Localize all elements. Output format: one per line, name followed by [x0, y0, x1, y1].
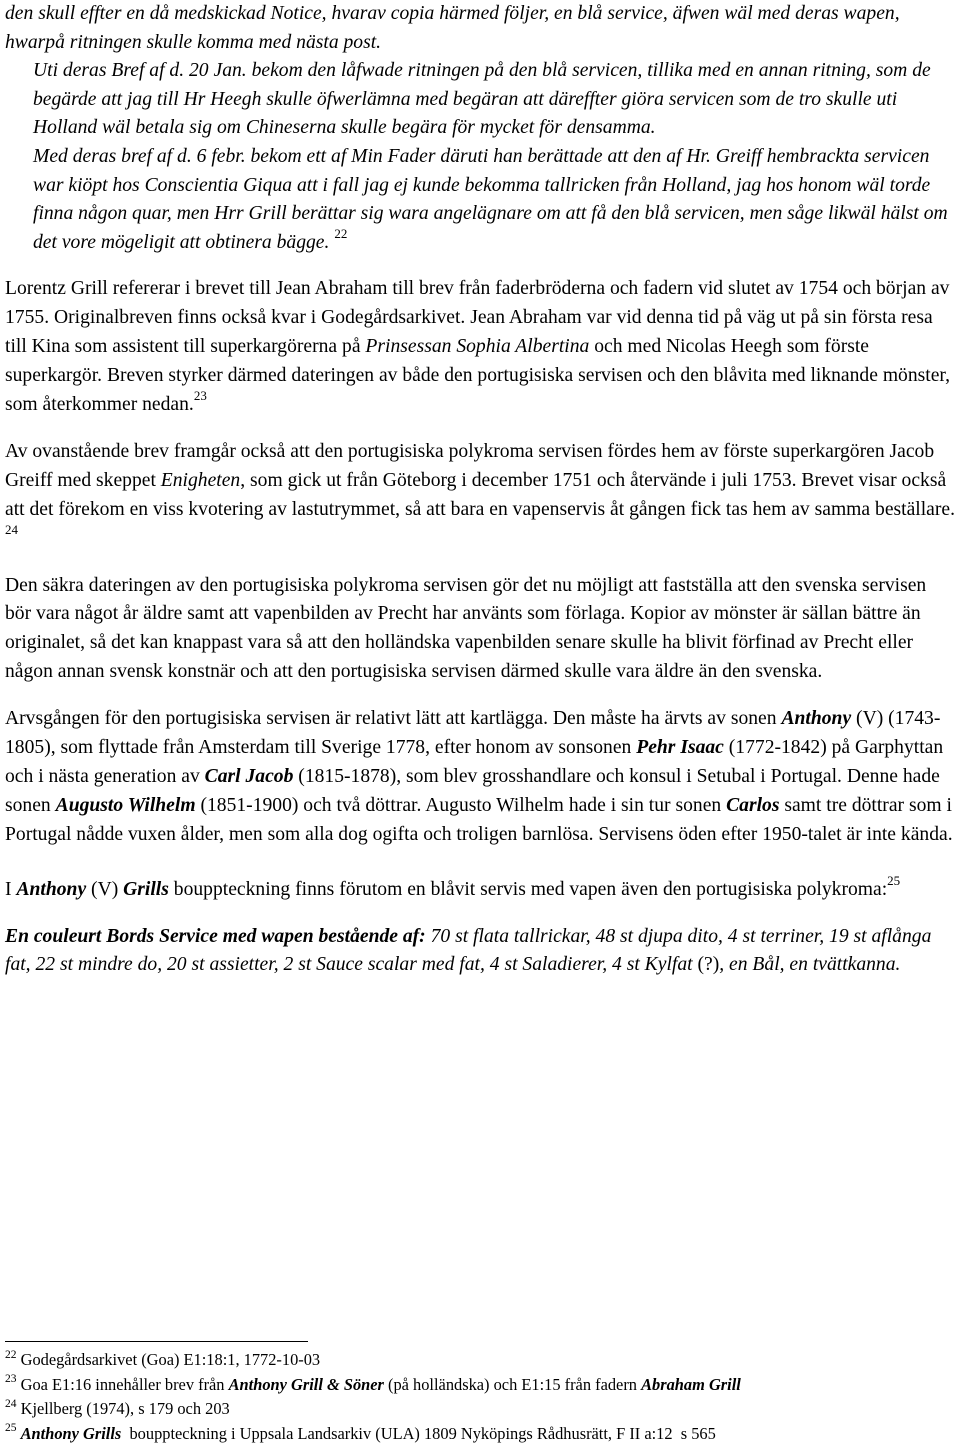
footnote-ref-23[interactable]: 23: [193, 388, 207, 404]
footnote-name: Abraham Grill: [641, 1374, 741, 1394]
footnote-text: Kjellberg (1974), s 179 och 203: [20, 1399, 230, 1419]
name-carl-jacob: Carl Jacob: [204, 765, 294, 787]
footnote-24: [5, 1397, 957, 1422]
body-paragraph-2: [5, 438, 957, 554]
footnote-ref-25[interactable]: 25: [887, 873, 901, 889]
name-grills: Grills: [123, 878, 169, 900]
ship-name-prinsessan: Prinsessan Sophia Albertina: [365, 336, 590, 358]
footnote-text: Goa E1:16 innehåller brev från: [20, 1374, 229, 1394]
body-paragraph-3: Den säkra dateringen av den portugisiska polykroma servisen gör det nu möjligt att fastställa att den svenska servisen bör vara något år äldre samt att vapenbilden av Precht har använts som förlaga. Kopior av mönster är sällan bättre än originalet, så det kan knappast vara så att den holländska vapenbilden senare skulle ha blivit förfinad av Precht eller någon annan svensk konstnär och att den portugisiska servisen därmed skulle vara äldre än den svenska.: [5, 574, 927, 683]
quote-paragraph-3: [5, 143, 957, 257]
footnote-23: [5, 1373, 957, 1398]
footnote-number: 24: [5, 1397, 17, 1410]
para4-text-b: (V) (1743-1805), som flyttade från Amsterdam till Sverige 1778, efter honom av sonsonen: [5, 708, 941, 759]
para4-text-d: (1815-1878), som blev grosshandlare och konsul i Setubal i Portugal. Denne hade sonen: [5, 765, 940, 816]
inventory-query: (?): [697, 954, 720, 976]
inventory-text-c: , en Bål, en tvättkanna.: [719, 954, 901, 976]
para5-text-a: I: [5, 878, 17, 900]
body-paragraph-1: [5, 275, 957, 420]
name-augusto-wilhelm: Augusto Wilhelm: [55, 794, 196, 816]
inventory-quote: [5, 923, 957, 981]
footnote-number: 25: [5, 1422, 17, 1435]
footnote-22: [5, 1348, 957, 1373]
quote-paragraph-2: Uti deras Bref af d. 20 Jan. bekom den låfwade ritningen på den blå servicen, tillika med en annan ritning, som de begärde att jag till Hr Heegh skulle öfwerlämna med begäran att däreffter giöra servicen som de tro skulle uti Holland wäl betala sig om Chineserna skulle begära för mycket för densamma.: [33, 60, 931, 139]
inventory-lead: En couleurt Bords Service med wapen bestående af:: [5, 925, 426, 947]
footnote-divider: [5, 1341, 308, 1342]
body-paragraph-5: [5, 873, 957, 905]
para2-text-b: , som gick ut från Göteborg i december 1751 och återvände i juli 1753. Brevet visar också att det förekom en viss kvotering av lastutrymmet, så att bara en vapenservis åt gången fick tas hem av samma beställare.: [5, 469, 955, 520]
para5-text-c: bouppteckning finns förutom en blåvit servis med vapen även den portugisiska polykroma:: [168, 878, 888, 900]
letter-quote: [5, 0, 957, 257]
inventory-text-a: 70 st flata tallrickar, 48 st djupa dito, 4 st terriner, 19 st aflånga fat, 22 st mindre do, 20 st assietter, 2 st Sauce scalar med fat, 4 st Saladierer, 4 st Kylfat: [5, 925, 932, 976]
para4-text-c: (1772-1842) på Garphyttan och i nästa generation av: [5, 737, 944, 787]
name-anthony: Anthony: [781, 708, 852, 730]
para2-text-a: Av ovanstående brev framgår också att den portugisiska polykroma servisen fördes hem av förste superkargören Jacob Greiff med skeppet: [5, 440, 935, 491]
body-paragraph-4: [5, 705, 957, 850]
para4-text-f: samt tre döttrar som i Portugal nådde vuxen ålder, men som alla dog ogifta och troligen barnlösa. Servisens öden efter 1950-talet är inte kända.: [5, 794, 953, 845]
footnote-ref-24[interactable]: 24: [5, 522, 18, 538]
para1-text-b: och med Nicolas Heegh som förste superkargör. Breven styrker därmed dateringen av både den portugisiska servisen och den blåvita med liknande mönster, som återkommer nedan.: [5, 336, 951, 415]
quote-paragraph-1: den skull effter en då medskickad Notice, hvarav copia härmed följer, en blå service, äfwen wäl med deras wapen, hwarpå ritningen skulle komma med nästa post.: [5, 3, 900, 53]
footnote-text: (på holländska) och E1:15 från fadern: [383, 1374, 642, 1394]
footnote-text: Godegårdsarkivet (Goa) E1:18:1, 1772-10-03: [20, 1350, 321, 1369]
name-carlos: Carlos: [726, 794, 780, 816]
footnote-text: bouppteckning i Uppsala Landsarkiv (ULA) 1809 Nyköpings Rådhusrätt, F II a:12 s 565: [121, 1423, 716, 1443]
name-anthony-2: Anthony: [16, 878, 87, 900]
para1-text-a: Lorentz Grill refererar i brevet till Jean Abraham till brev från faderbröderna och fadern vid slutet av 1754 och början av 1755. Originalbreven finns också kvar i Godegårdsarkivet. Jean Abraham var vid denna tid på väg ut på sin första resa till Kina som assistent till superkargörerna på: [5, 278, 950, 358]
footnote-number: 22: [5, 1348, 17, 1361]
quote-paragraph-3-text: Med deras bref af d. 6 febr. bekom ett af Min Fader däruti han berättade att den af Hr. Greiff hembrackta servicen war kiöpt hos Conscientia Giqua att i fall jag ej kunde bekomma tallricken från Holland, jag hos honom wäl torde finna någon quar, men Hrr Grill berättar sig wara angelägnare om att få den blå servicen, men såge likwäl hälst om det vore mögeligit att obtinera bägge.: [33, 145, 948, 253]
footnote-number: 23: [5, 1373, 17, 1386]
document-page: [5, 0, 957, 980]
footnote-name: Anthony Grill & Söner: [228, 1374, 384, 1394]
name-pehr-isaac: Pehr Isaac: [636, 737, 724, 759]
para4-text-a: Arvsgången för den portugisiska servisen är relativt lätt att kartlägga. Den måste ha ärvts av sonen: [5, 708, 782, 730]
para5-text-b: (V): [86, 878, 124, 900]
para4-text-e: (1851-1900) och två döttrar. Augusto Wilhelm hade i sin tur sonen: [195, 794, 727, 816]
footnotes: [5, 1348, 957, 1446]
ship-name-enigheten: Enigheten: [160, 469, 241, 491]
footnote-ref-22[interactable]: 22: [334, 226, 348, 242]
footnote-name: Anthony Grills: [20, 1423, 122, 1443]
footnote-25: [5, 1422, 957, 1447]
